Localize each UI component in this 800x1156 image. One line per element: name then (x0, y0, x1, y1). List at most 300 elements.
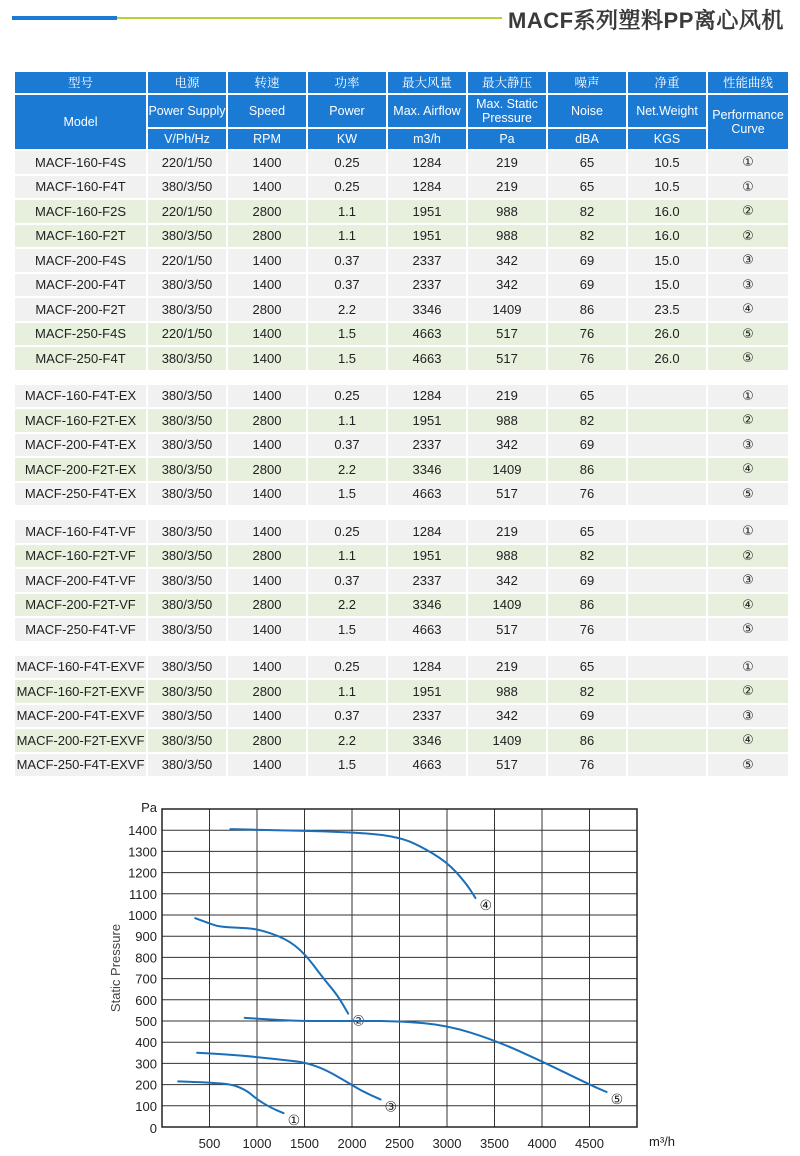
cell-power: 0.37 (308, 274, 386, 297)
cell-airflow: 2337 (388, 569, 466, 592)
x-tick-label: 4500 (575, 1136, 604, 1151)
table-row (15, 680, 788, 703)
table-row (15, 483, 788, 506)
y-tick-label: 1400 (128, 823, 157, 839)
cell-model: MACF-200-F4T-VF (15, 569, 146, 592)
cell-supply: 380/3/50 (148, 409, 226, 432)
unit-supply: V/Ph/Hz (148, 129, 226, 149)
cell-supply: 380/3/50 (148, 729, 226, 752)
cell-airflow: 4663 (388, 483, 466, 506)
cell-pressure: 219 (468, 656, 546, 679)
cell-speed: 2800 (228, 225, 306, 248)
cell-noise: 76 (548, 754, 626, 777)
group-separator-cell (15, 643, 788, 654)
cell-noise: 69 (548, 249, 626, 272)
cell-pressure: 1409 (468, 594, 546, 617)
header-zh-supply: 电源 (148, 72, 226, 93)
cell-curve: ② (708, 680, 788, 703)
cell-pressure: 1409 (468, 298, 546, 321)
cell-supply: 380/3/50 (148, 434, 226, 457)
cell-supply: 380/3/50 (148, 754, 226, 777)
cell-speed: 2800 (228, 458, 306, 481)
cell-speed: 2800 (228, 729, 306, 752)
cell-pressure: 517 (468, 323, 546, 346)
table-row (15, 298, 788, 321)
cell-weight (628, 434, 706, 457)
cell-noise: 69 (548, 274, 626, 297)
cell-power: 2.2 (308, 729, 386, 752)
group-separator-cell (15, 507, 788, 518)
cell-noise: 76 (548, 347, 626, 370)
cell-curve: ② (708, 200, 788, 223)
cell-airflow: 1284 (388, 385, 466, 408)
table-row (15, 225, 788, 248)
table-row (15, 705, 788, 728)
cell-curve: ③ (708, 274, 788, 297)
cell-speed: 2800 (228, 594, 306, 617)
curve-label-2: ② (352, 1012, 365, 1029)
y-tick-label: 800 (135, 950, 157, 966)
cell-airflow: 2337 (388, 434, 466, 457)
cell-power: 1.1 (308, 545, 386, 568)
cell-weight (628, 680, 706, 703)
cell-supply: 380/3/50 (148, 594, 226, 617)
table-row (15, 729, 788, 752)
y-tick-label: 400 (135, 1035, 157, 1051)
cell-supply: 220/1/50 (148, 200, 226, 223)
cell-weight (628, 409, 706, 432)
cell-pressure: 342 (468, 434, 546, 457)
cell-curve: ③ (708, 434, 788, 457)
cell-pressure: 517 (468, 347, 546, 370)
y-tick-label: 600 (135, 992, 157, 1008)
cell-speed: 1400 (228, 151, 306, 174)
header-en-airflow: Max. Airflow (388, 95, 466, 127)
table-row (15, 618, 788, 641)
cell-power: 1.5 (308, 347, 386, 370)
cell-curve: ① (708, 385, 788, 408)
cell-curve: ④ (708, 458, 788, 481)
group-separator (15, 643, 788, 654)
cell-weight (628, 656, 706, 679)
cell-power: 2.2 (308, 594, 386, 617)
cell-weight (628, 754, 706, 777)
cell-supply: 380/3/50 (148, 385, 226, 408)
cell-airflow: 3346 (388, 729, 466, 752)
cell-model: MACF-200-F2T (15, 298, 146, 321)
cell-model: MACF-160-F2T-EXVF (15, 680, 146, 703)
cell-airflow: 2337 (388, 274, 466, 297)
cell-noise: 86 (548, 594, 626, 617)
header-zh-pressure: 最大静压 (468, 72, 546, 93)
cell-curve: ① (708, 151, 788, 174)
cell-airflow: 3346 (388, 594, 466, 617)
cell-model: MACF-160-F4T-EXVF (15, 656, 146, 679)
cell-pressure: 988 (468, 225, 546, 248)
curve-line-2 (195, 918, 348, 1013)
performance-chart (100, 795, 700, 1151)
cell-pressure: 219 (468, 385, 546, 408)
cell-supply: 380/3/50 (148, 483, 226, 506)
cell-pressure: 342 (468, 705, 546, 728)
cell-model: MACF-160-F2S (15, 200, 146, 223)
cell-noise: 82 (548, 225, 626, 248)
table-row (15, 434, 788, 457)
table-row (15, 569, 788, 592)
x-tick-label: 2500 (385, 1136, 414, 1151)
cell-model: MACF-160-F4T (15, 176, 146, 199)
table-row (15, 385, 788, 408)
cell-pressure: 517 (468, 483, 546, 506)
header-en-speed: Speed (228, 95, 306, 127)
cell-power: 2.2 (308, 298, 386, 321)
y-unit-label: Pa (141, 800, 157, 815)
cell-weight (628, 705, 706, 728)
cell-model: MACF-200-F4T-EX (15, 434, 146, 457)
cell-weight (628, 483, 706, 506)
cell-pressure: 342 (468, 274, 546, 297)
cell-speed: 2800 (228, 680, 306, 703)
cell-curve: ② (708, 409, 788, 432)
table-row (15, 274, 788, 297)
cell-weight: 15.0 (628, 274, 706, 297)
cell-curve: ④ (708, 729, 788, 752)
cell-supply: 220/1/50 (148, 151, 226, 174)
cell-speed: 1400 (228, 176, 306, 199)
cell-supply: 220/1/50 (148, 323, 226, 346)
cell-airflow: 1951 (388, 200, 466, 223)
unit-airflow: m3/h (388, 129, 466, 149)
cell-noise: 69 (548, 434, 626, 457)
cell-model: MACF-200-F4S (15, 249, 146, 272)
cell-curve: ⑤ (708, 347, 788, 370)
cell-weight (628, 569, 706, 592)
cell-supply: 380/3/50 (148, 274, 226, 297)
x-tick-label: 1500 (290, 1136, 319, 1151)
cell-model: MACF-250-F4T (15, 347, 146, 370)
header-zh-noise: 噪声 (548, 72, 626, 93)
cell-curve: ⑤ (708, 323, 788, 346)
cell-speed: 1400 (228, 323, 306, 346)
cell-power: 0.37 (308, 249, 386, 272)
y-axis-label: Static Pressure (108, 923, 123, 1013)
cell-weight: 26.0 (628, 323, 706, 346)
curve-line-5 (245, 1018, 607, 1092)
table-body (15, 151, 788, 776)
unit-weight: KGS (628, 129, 706, 149)
cell-power: 1.5 (308, 618, 386, 641)
cell-power: 0.25 (308, 385, 386, 408)
cell-power: 0.25 (308, 151, 386, 174)
page-title: MACF系列塑料PP离心风机 (508, 8, 784, 33)
cell-power: 1.5 (308, 323, 386, 346)
cell-curve: ③ (708, 249, 788, 272)
cell-pressure: 1409 (468, 458, 546, 481)
y-tick-label: 1200 (128, 865, 157, 881)
cell-speed: 1400 (228, 274, 306, 297)
unit-speed: RPM (228, 129, 306, 149)
cell-weight (628, 520, 706, 543)
cell-power: 1.5 (308, 754, 386, 777)
cell-supply: 380/3/50 (148, 458, 226, 481)
cell-supply: 380/3/50 (148, 618, 226, 641)
cell-airflow: 4663 (388, 323, 466, 346)
cell-model: MACF-200-F4T-EXVF (15, 705, 146, 728)
curve-label-3: ③ (384, 1098, 398, 1115)
cell-pressure: 219 (468, 176, 546, 199)
cell-power: 0.25 (308, 656, 386, 679)
x-unit-label: m³/h (649, 1134, 675, 1149)
x-tick-label: 4000 (527, 1136, 557, 1151)
cell-model: MACF-250-F4T-VF (15, 618, 146, 641)
cell-pressure: 219 (468, 151, 546, 174)
cell-weight (628, 385, 706, 408)
cell-airflow: 3346 (388, 298, 466, 321)
header-en-curve: Performance Curve (708, 95, 788, 149)
cell-pressure: 219 (468, 520, 546, 543)
cell-noise: 65 (548, 385, 626, 408)
cell-curve: ③ (708, 569, 788, 592)
cell-weight (628, 594, 706, 617)
table-row (15, 409, 788, 432)
cell-speed: 2800 (228, 545, 306, 568)
cell-model: MACF-160-F4T-VF (15, 520, 146, 543)
cell-model: MACF-200-F2T-EX (15, 458, 146, 481)
cell-supply: 380/3/50 (148, 656, 226, 679)
cell-weight: 16.0 (628, 225, 706, 248)
unit-pressure: Pa (468, 129, 546, 149)
cell-airflow: 4663 (388, 618, 466, 641)
cell-airflow: 3346 (388, 458, 466, 481)
x-tick-label: 3000 (432, 1136, 462, 1151)
cell-speed: 1400 (228, 385, 306, 408)
cell-model: MACF-160-F4T-EX (15, 385, 146, 408)
cell-noise: 69 (548, 569, 626, 592)
cell-noise: 86 (548, 298, 626, 321)
cell-pressure: 988 (468, 200, 546, 223)
cell-model: MACF-200-F2T-VF (15, 594, 146, 617)
cell-supply: 380/3/50 (148, 298, 226, 321)
cell-power: 0.37 (308, 434, 386, 457)
spec-table (13, 70, 790, 778)
cell-airflow: 2337 (388, 705, 466, 728)
y-tick-label: 700 (135, 971, 157, 987)
cell-noise: 65 (548, 520, 626, 543)
table-row (15, 200, 788, 223)
header-zh-airflow: 最大风量 (388, 72, 466, 93)
table-row (15, 458, 788, 481)
cell-supply: 380/3/50 (148, 680, 226, 703)
cell-weight: 16.0 (628, 200, 706, 223)
table-row (15, 347, 788, 370)
cell-weight (628, 618, 706, 641)
cell-noise: 86 (548, 458, 626, 481)
cell-airflow: 1951 (388, 545, 466, 568)
curve-label-1: ① (287, 1112, 301, 1129)
header-en-model: Model (15, 95, 146, 149)
table-row (15, 323, 788, 346)
header-en-power: Power (308, 95, 386, 127)
cell-weight (628, 729, 706, 752)
cell-curve: ② (708, 545, 788, 568)
cell-pressure: 517 (468, 754, 546, 777)
curve-line-3 (197, 1053, 380, 1100)
title-accent-blue-line (12, 16, 117, 20)
cell-model: MACF-250-F4T-EXVF (15, 754, 146, 777)
cell-power: 1.1 (308, 225, 386, 248)
cell-supply: 380/3/50 (148, 520, 226, 543)
table-row (15, 656, 788, 679)
table-row (15, 151, 788, 174)
x-tick-label: 3500 (480, 1136, 509, 1151)
cell-model: MACF-200-F2T-EXVF (15, 729, 146, 752)
cell-supply: 380/3/50 (148, 705, 226, 728)
cell-airflow: 4663 (388, 754, 466, 777)
y-tick-label: 1100 (129, 886, 157, 902)
cell-pressure: 988 (468, 545, 546, 568)
table-row (15, 176, 788, 199)
y-tick-label: 500 (135, 1014, 157, 1029)
header-en-weight: Net.Weight (628, 95, 706, 127)
cell-curve: ① (708, 176, 788, 199)
x-tick-label: 2000 (337, 1136, 367, 1151)
y-tick-label: 1300 (128, 844, 157, 860)
cell-supply: 380/3/50 (148, 569, 226, 592)
cell-model: MACF-250-F4T-EX (15, 483, 146, 506)
cell-noise: 65 (548, 176, 626, 199)
cell-noise: 65 (548, 151, 626, 174)
cell-speed: 1400 (228, 483, 306, 506)
table-row (15, 249, 788, 272)
cell-weight: 10.5 (628, 151, 706, 174)
cell-pressure: 988 (468, 680, 546, 703)
cell-curve: ⑤ (708, 618, 788, 641)
header-zh-model: 型号 (15, 72, 146, 93)
cell-noise: 82 (548, 409, 626, 432)
y-tick-label: 100 (135, 1098, 157, 1114)
cell-model: MACF-160-F2T (15, 225, 146, 248)
cell-airflow: 1951 (388, 680, 466, 703)
group-separator-cell (15, 372, 788, 383)
cell-speed: 1400 (228, 754, 306, 777)
cell-noise: 86 (548, 729, 626, 752)
cell-curve: ④ (708, 298, 788, 321)
y-tick-label: 1000 (128, 908, 157, 923)
cell-speed: 1400 (228, 618, 306, 641)
table-header (15, 72, 788, 149)
table-row (15, 545, 788, 568)
cell-airflow: 1284 (388, 151, 466, 174)
group-separator (15, 507, 788, 518)
cell-supply: 380/3/50 (148, 176, 226, 199)
cell-curve: ⑤ (708, 483, 788, 506)
cell-weight: 15.0 (628, 249, 706, 272)
title-accent-green-line (117, 17, 502, 19)
cell-noise: 69 (548, 705, 626, 728)
cell-power: 1.1 (308, 200, 386, 223)
cell-supply: 220/1/50 (148, 249, 226, 272)
cell-airflow: 1951 (388, 225, 466, 248)
cell-model: MACF-160-F2T-VF (15, 545, 146, 568)
header-en-supply: Power Supply (148, 95, 226, 127)
performance-chart-svg (100, 795, 700, 1151)
cell-weight: 23.5 (628, 298, 706, 321)
cell-speed: 1400 (228, 656, 306, 679)
curve-label-4: ④ (479, 897, 493, 914)
cell-curve: ① (708, 520, 788, 543)
cell-airflow: 1951 (388, 409, 466, 432)
cell-pressure: 342 (468, 249, 546, 272)
x-tick-label: 500 (198, 1136, 221, 1151)
cell-speed: 1400 (228, 434, 306, 457)
cell-noise: 76 (548, 483, 626, 506)
cell-airflow: 1284 (388, 520, 466, 543)
cell-noise: 82 (548, 200, 626, 223)
cell-supply: 380/3/50 (148, 347, 226, 370)
y-tick-label: 200 (135, 1077, 157, 1093)
unit-noise: dBA (548, 129, 626, 149)
cell-speed: 2800 (228, 409, 306, 432)
cell-noise: 82 (548, 680, 626, 703)
cell-power: 0.37 (308, 569, 386, 592)
cell-noise: 76 (548, 618, 626, 641)
curve-line-1 (178, 1081, 283, 1113)
cell-supply: 380/3/50 (148, 225, 226, 248)
cell-curve: ④ (708, 594, 788, 617)
curve-line-4 (230, 829, 475, 898)
cell-speed: 2800 (228, 200, 306, 223)
group-separator (15, 372, 788, 383)
cell-curve: ② (708, 225, 788, 248)
x-tick-label: 1000 (242, 1136, 272, 1151)
cell-power: 0.25 (308, 176, 386, 199)
cell-pressure: 342 (468, 569, 546, 592)
cell-power: 0.25 (308, 520, 386, 543)
curve-label-5: ⑤ (610, 1091, 624, 1108)
cell-model: MACF-160-F4S (15, 151, 146, 174)
header-zh-power: 功率 (308, 72, 386, 93)
table-row (15, 520, 788, 543)
y-tick-label: 0 (149, 1121, 157, 1136)
y-tick-label: 900 (135, 929, 157, 945)
table-row (15, 594, 788, 617)
title-bar (0, 0, 800, 40)
cell-curve: ① (708, 656, 788, 679)
header-en-noise: Noise (548, 95, 626, 127)
cell-pressure: 1409 (468, 729, 546, 752)
cell-speed: 1400 (228, 520, 306, 543)
unit-power: KW (308, 129, 386, 149)
cell-airflow: 1284 (388, 176, 466, 199)
cell-curve: ③ (708, 705, 788, 728)
cell-weight (628, 458, 706, 481)
cell-weight: 26.0 (628, 347, 706, 370)
cell-curve: ⑤ (708, 754, 788, 777)
cell-model: MACF-200-F4T (15, 274, 146, 297)
cell-noise: 76 (548, 323, 626, 346)
cell-airflow: 4663 (388, 347, 466, 370)
header-zh-curve: 性能曲线 (708, 72, 788, 93)
cell-power: 1.1 (308, 409, 386, 432)
cell-speed: 2800 (228, 298, 306, 321)
cell-airflow: 1284 (388, 656, 466, 679)
header-en-pressure: Max. Static Pressure (468, 95, 546, 127)
cell-weight (628, 545, 706, 568)
cell-model: MACF-250-F4S (15, 323, 146, 346)
cell-speed: 1400 (228, 347, 306, 370)
header-zh-weight: 净重 (628, 72, 706, 93)
cell-model: MACF-160-F2T-EX (15, 409, 146, 432)
